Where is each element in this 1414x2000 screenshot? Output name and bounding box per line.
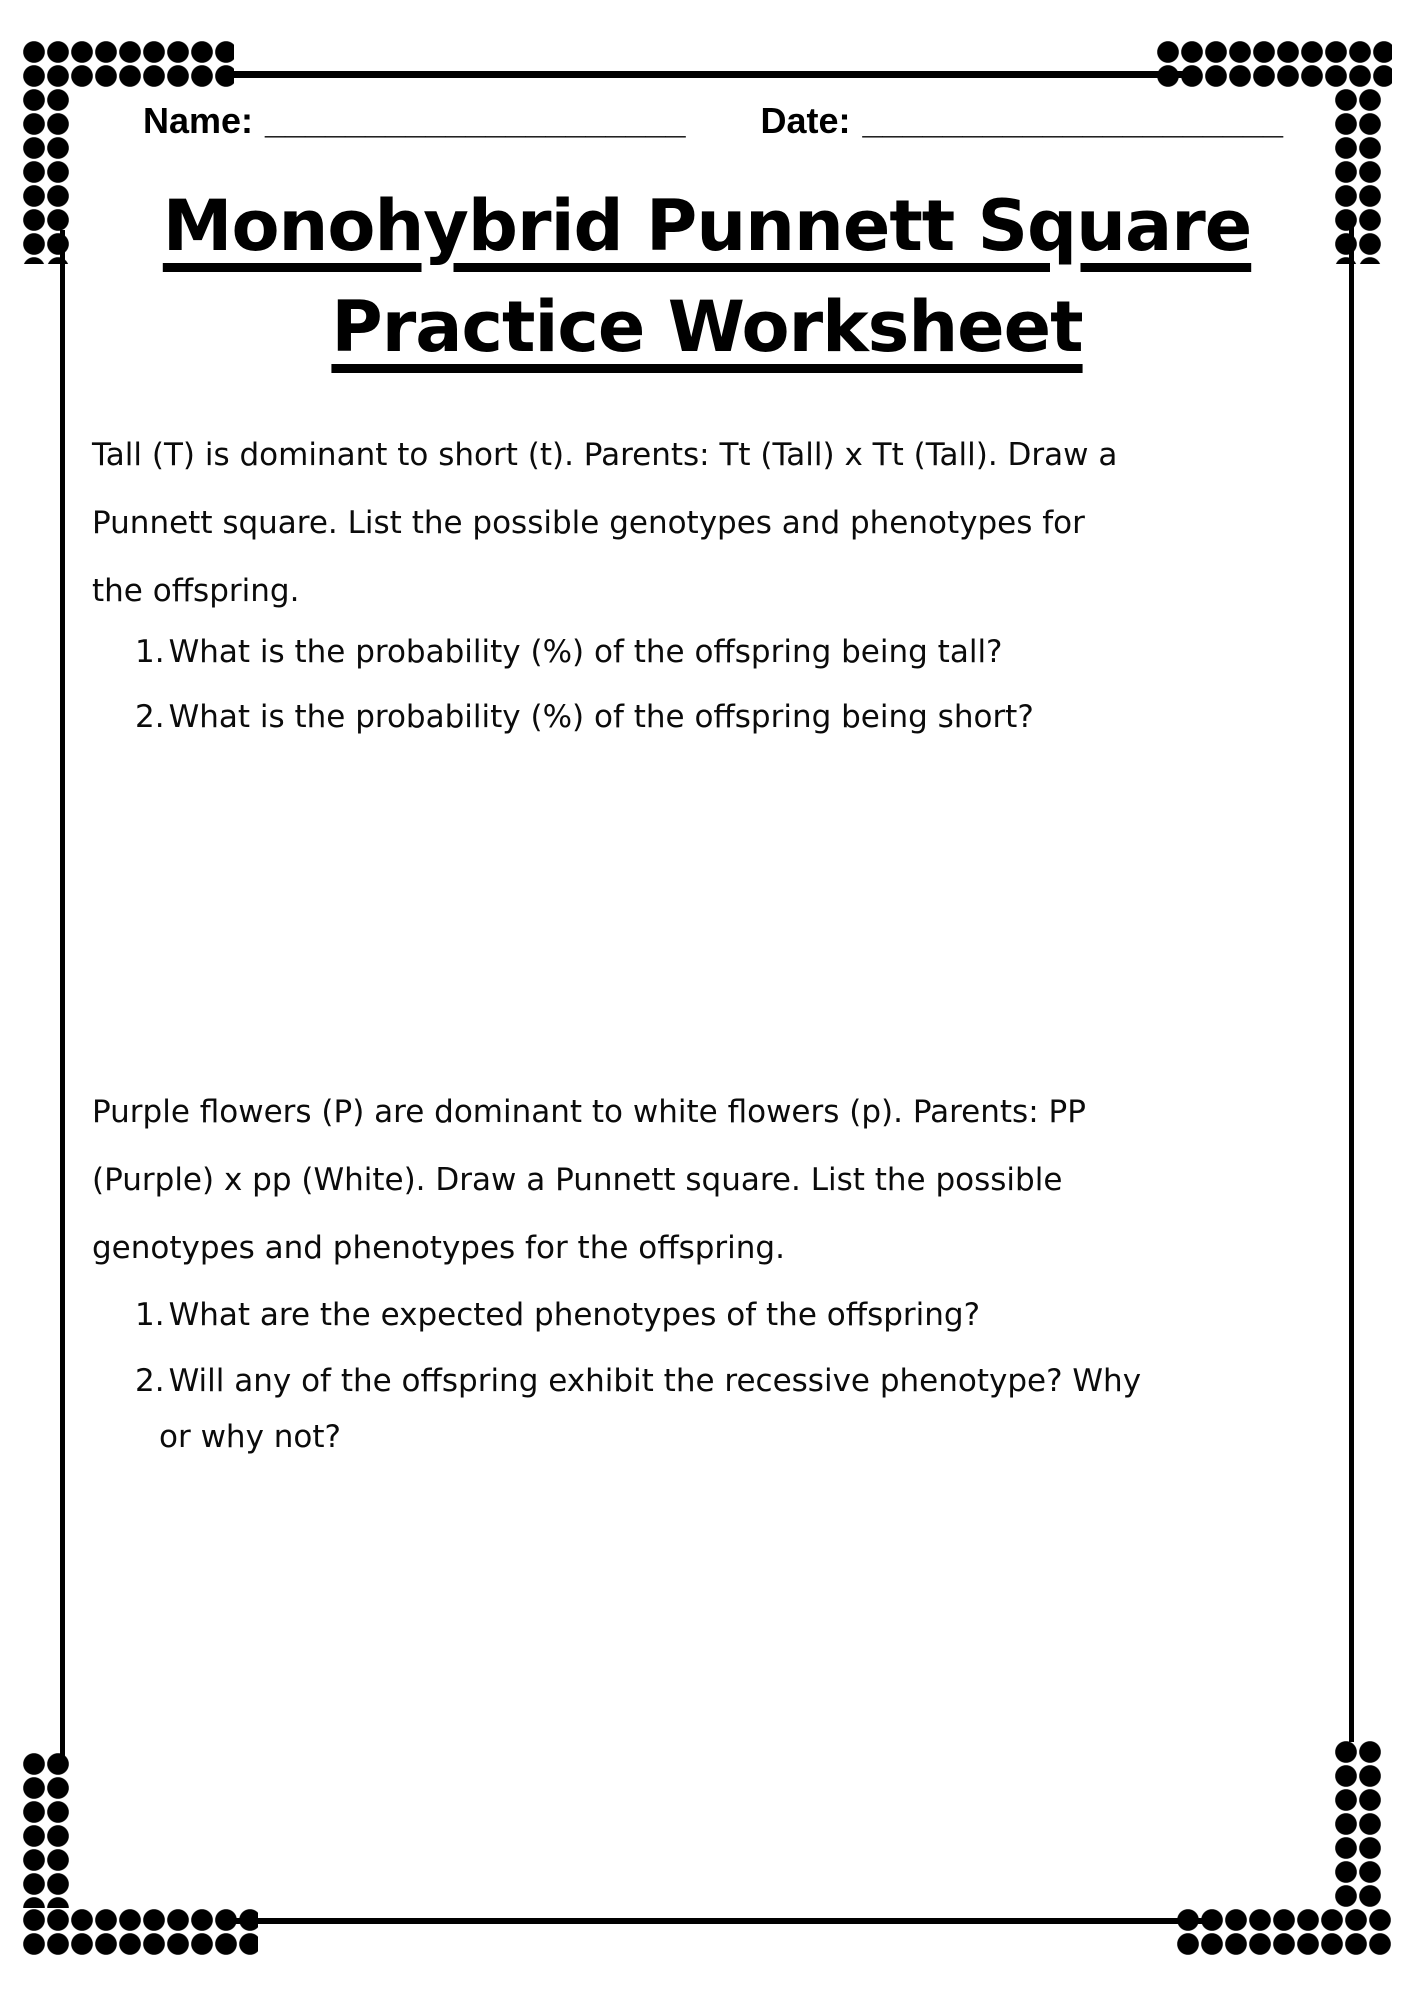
title-line-1: Monohybrid Punnett Square	[162, 185, 1252, 267]
name-label: Name:	[143, 100, 254, 141]
statement-line: Tall (T) is dominant to short (t). Parents: Tt (Tall) x Tt (Tall). Draw a	[92, 437, 1118, 473]
question-text: What is the probability (%) of the offspring being short?	[168, 699, 1034, 735]
page-title	[0, 176, 1414, 378]
question-item	[135, 1360, 1141, 1402]
question-number: 1.	[135, 1297, 165, 1333]
name-date-row	[143, 100, 1283, 142]
frame-line-left	[60, 230, 65, 1758]
date-field[interactable]: _____________________	[862, 100, 1283, 141]
question-text-wrap: or why not?	[159, 1419, 341, 1455]
date-label: Date:	[760, 100, 851, 141]
statement-line: genotypes and phenotypes for the offspring.	[92, 1230, 785, 1266]
name-field[interactable]: _____________________	[265, 100, 686, 141]
question-item	[135, 631, 1003, 673]
frame-line-bottom	[230, 1918, 1210, 1924]
corner-dots-bottom-left-vertical	[22, 1752, 70, 1908]
question-text: Will any of the offspring exhibit the recessive phenotype? Why	[168, 1363, 1142, 1399]
statement-line: the offspring.	[92, 573, 300, 609]
statement-line: Punnett square. List the possible genotypes and phenotypes for	[92, 505, 1085, 541]
corner-dots-bottom-left-horizontal	[22, 1908, 258, 1956]
question-text: What is the probability (%) of the offspring being tall?	[168, 634, 1003, 670]
title-line-2: Practice Worksheet	[331, 286, 1083, 368]
question-item	[135, 696, 1034, 738]
question-number: 1.	[135, 634, 165, 670]
question-item	[135, 1294, 980, 1336]
corner-dots-bottom-right-vertical	[1334, 1740, 1382, 1908]
frame-line-right	[1349, 215, 1354, 1742]
statement-line: (Purple) x pp (White). Draw a Punnett square. List the possible	[92, 1162, 1063, 1198]
question-number: 2.	[135, 699, 165, 735]
question-number: 2.	[135, 1363, 165, 1399]
frame-line-top	[228, 71, 1185, 78]
corner-dots-bottom-right-horizontal	[1176, 1908, 1392, 1956]
corner-dots-top-left-horizontal	[22, 40, 234, 88]
statement-line: Purple flowers (P) are dominant to white flowers (p). Parents: PP	[92, 1094, 1086, 1130]
question-text: What are the expected phenotypes of the offspring?	[168, 1297, 981, 1333]
corner-dots-top-right-horizontal	[1156, 40, 1392, 88]
